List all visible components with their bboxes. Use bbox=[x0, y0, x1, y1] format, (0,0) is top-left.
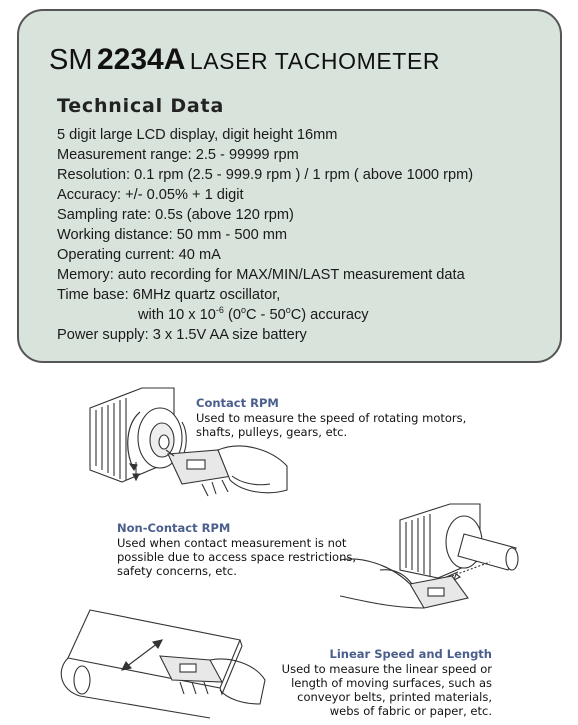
title-product-name: LASER TACHOMETER bbox=[189, 48, 441, 74]
degree-mark: o bbox=[285, 305, 291, 316]
linear-speed-section bbox=[282, 647, 492, 718]
spec-line: Resolution: 0.1 rpm (2.5 - 999.9 rpm ) / 1 rpm ( above 1000 rpm) bbox=[57, 167, 474, 183]
spec-line: Memory: auto recording for MAX/MIN/LAST measurement data bbox=[57, 267, 465, 283]
accuracy-prefix: with 10 x 10 bbox=[138, 307, 216, 323]
spec-line: Measurement range: 2.5 - 99999 rpm bbox=[57, 147, 299, 163]
non-contact-rpm-heading: Non-Contact RPM bbox=[117, 521, 231, 535]
accuracy-mid: (0 bbox=[223, 307, 241, 323]
spec-line: Power supply: 3 x 1.5V AA size battery bbox=[57, 327, 307, 343]
accuracy-suffix: C) accuracy bbox=[290, 307, 369, 323]
degree-mark: o bbox=[240, 305, 246, 316]
linear-speed-description: Used to measure the linear speed or length of moving surfaces, such as conveyor belts, printed materials, webs of fabric or paper, etc. bbox=[281, 662, 492, 718]
spec-line: 5 digit large LCD display, digit height 16mm bbox=[57, 127, 338, 143]
linear-speed-illustration bbox=[60, 600, 270, 722]
spec-line: Time base: 6MHz quartz oscillator, bbox=[57, 287, 281, 303]
spec-line: Accuracy: +/- 0.05% + 1 digit bbox=[57, 187, 244, 203]
non-contact-rpm-illustration bbox=[340, 500, 558, 620]
linear-speed-heading: Linear Speed and Length bbox=[329, 647, 492, 661]
non-contact-rpm-description: Used when contact measurement is not possible due to access space restrictions, safety concerns, etc. bbox=[117, 536, 357, 578]
title-sm: SM bbox=[49, 44, 93, 76]
contact-rpm-section bbox=[196, 396, 466, 439]
product-title bbox=[49, 45, 440, 75]
non-contact-rpm-section bbox=[117, 521, 356, 578]
accuracy-mid2: C - 50 bbox=[245, 307, 286, 323]
spec-list bbox=[57, 125, 473, 345]
technical-data-heading: Technical Data bbox=[57, 95, 225, 117]
spec-line: Sampling rate: 0.5s (above 120 rpm) bbox=[57, 207, 294, 223]
accuracy-exponent: -6 bbox=[215, 305, 224, 316]
spec-line: Working distance: 50 mm - 500 mm bbox=[57, 227, 288, 243]
spec-line-accuracy bbox=[57, 305, 473, 325]
technical-data-panel bbox=[17, 9, 562, 363]
spec-line: Operating current: 40 mA bbox=[57, 247, 221, 263]
contact-rpm-description: Used to measure the speed of rotating motors, shafts, pulleys, gears, etc. bbox=[196, 411, 467, 439]
title-model: 2234A bbox=[96, 43, 186, 76]
contact-rpm-heading: Contact RPM bbox=[196, 396, 279, 410]
